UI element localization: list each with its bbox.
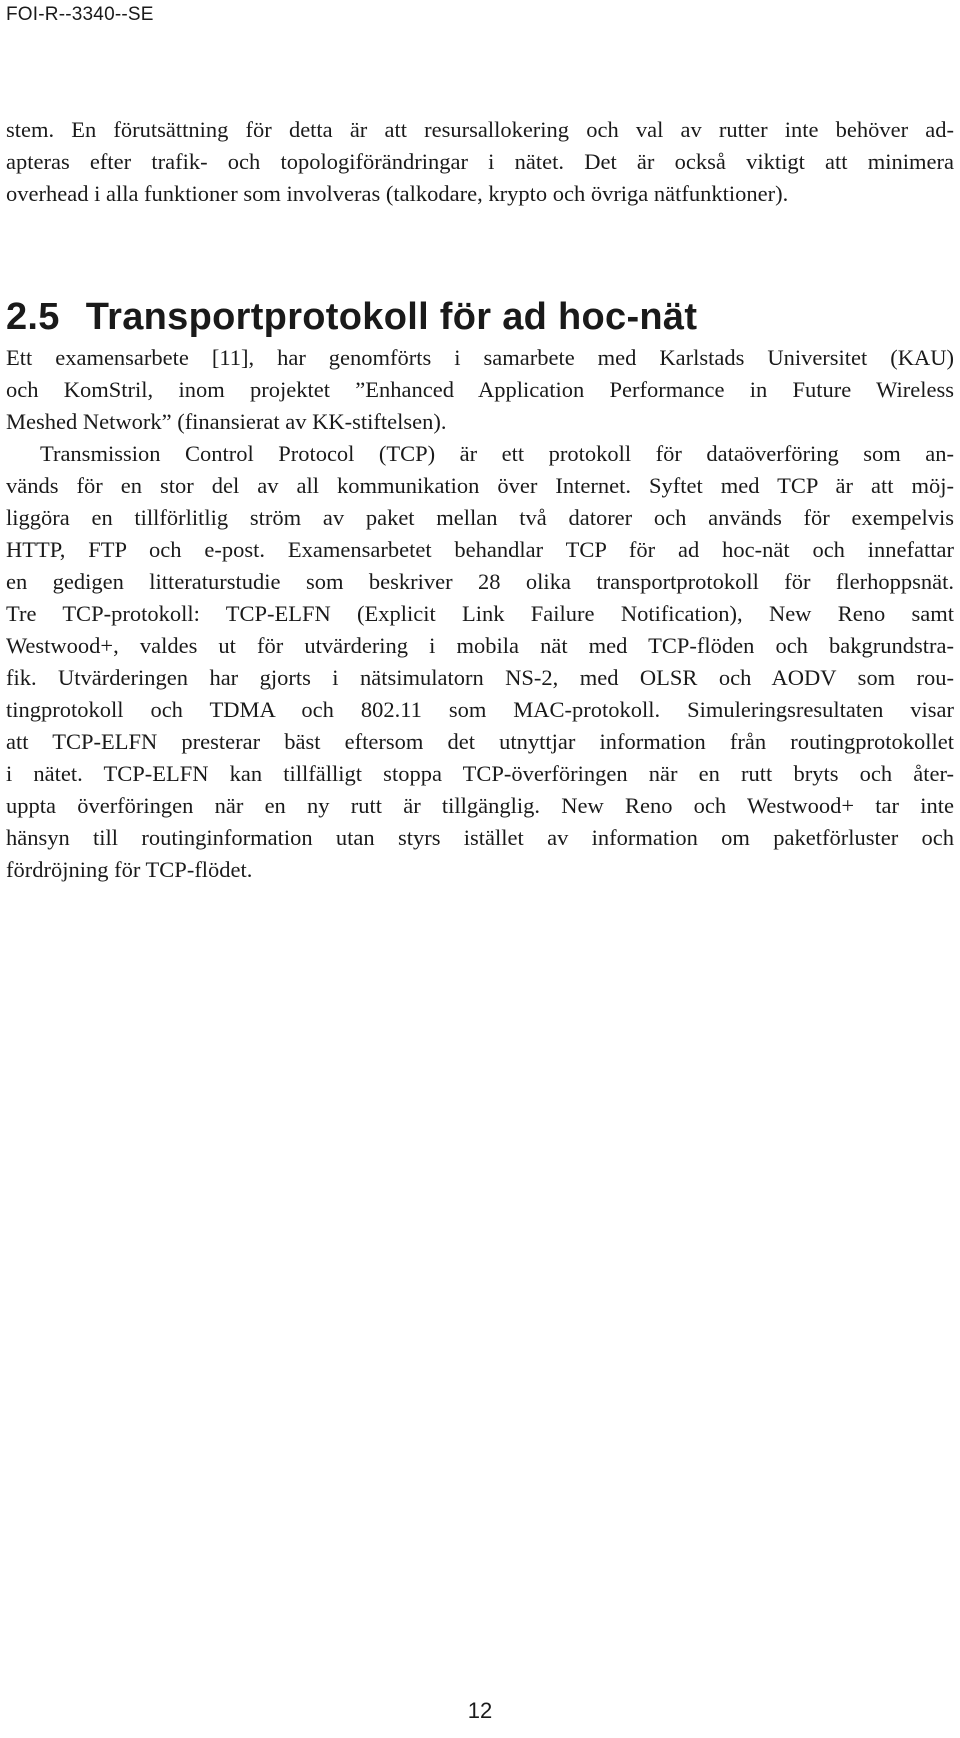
page-number: 12 (467, 1698, 493, 1723)
section-title: Transportprotokoll för ad hoc-nät (85, 296, 698, 338)
text-line: Tre TCP-protokoll: TCP-ELFN (Explicit Link Failure Notification), New Reno samt (6, 601, 954, 626)
text-line: apteras efter trafik- och topologiförändringar i nätet. Det är också viktigt att minimera (6, 149, 954, 174)
text-line: tingprotokoll och TDMA och 802.11 som MAC-protokoll. Simuleringsresultaten visar (6, 697, 954, 722)
text-line: fik. Utvärderingen har gjorts i nätsimulatorn NS-2, med OLSR och AODV som rou- (6, 665, 954, 690)
section-number: 2.5 (6, 296, 60, 338)
text-line: HTTP, FTP och e-post. Examensarbetet behandlar TCP för ad hoc-nät och innefattar (6, 537, 954, 562)
text-line: en gedigen litteraturstudie som beskriver 28 olika transportprotokoll för flerhoppsnät. (6, 569, 954, 594)
text-line: uppta överföringen när en ny rutt är tillgänglig. New Reno och Westwood+ tar inte (6, 793, 954, 818)
text-line: stem. En förutsättning för detta är att resursallokering och val av rutter inte behöver ad- (6, 117, 954, 142)
text-line: Westwood+, valdes ut för utvärdering i mobila nät med TCP-flöden och bakgrundstra- (6, 633, 954, 658)
section-heading (6, 296, 697, 339)
text-line: Ett examensarbete [11], har genomförts i samarbete med Karlstads Universitet (KAU) (6, 345, 954, 370)
report-id: FOI-R--3340--SE (6, 4, 154, 25)
text-line: fördröjning för TCP-flödet. (6, 857, 253, 882)
text-line: att TCP-ELFN presterar bäst eftersom det utnyttjar information från routingprotokollet (6, 729, 954, 754)
text-line: i nätet. TCP-ELFN kan tillfälligt stoppa TCP-överföringen när en rutt bryts och åter- (6, 761, 954, 786)
text-line: vänds för en stor del av all kommunikation över Internet. Syftet med TCP är att möj- (6, 473, 954, 498)
text-line: Transmission Control Protocol (TCP) är ett protokoll för dataöverföring som an- (40, 441, 954, 466)
text-line: overhead i alla funktioner som involveras (talkodare, krypto och övriga nätfunktioner). (6, 181, 789, 206)
text-line: Meshed Network” (finansierat av KK-stiftelsen). (6, 409, 447, 434)
text-line: liggöra en tillförlitlig ström av paket mellan två datorer och används för exempelvis (6, 505, 954, 530)
text-line: och KomStril, inom projektet ”Enhanced Application Performance in Future Wireless (6, 377, 954, 402)
text-line: hänsyn till routinginformation utan styrs istället av information om paketförluster och (6, 825, 954, 850)
